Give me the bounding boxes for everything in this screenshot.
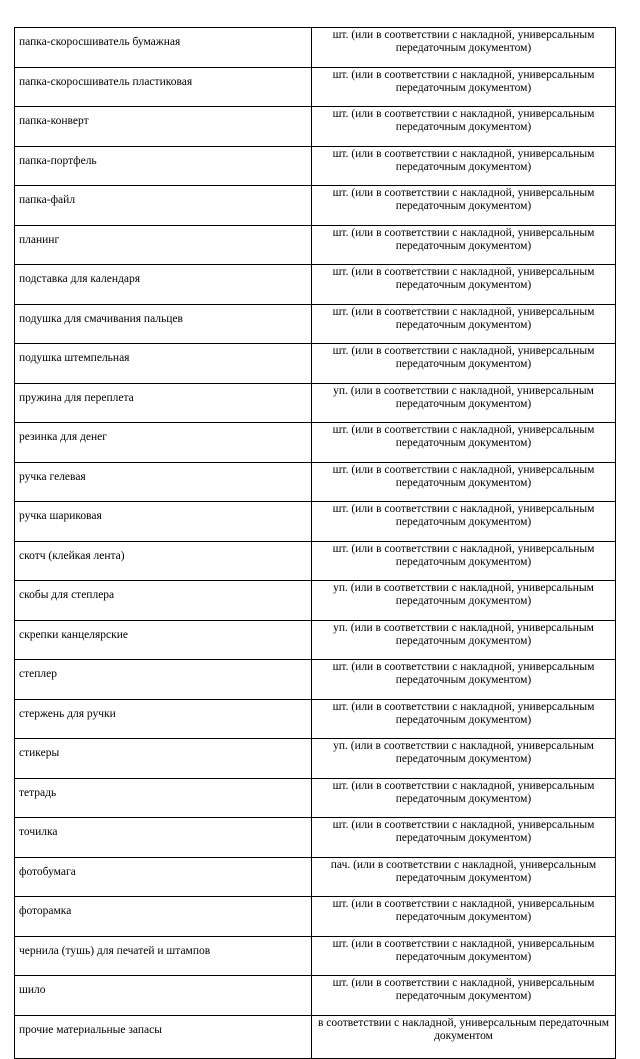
table-row: [15, 936, 616, 976]
item-name-cell: чернила (тушь) для печатей и штампов: [15, 936, 312, 976]
unit-of-measure-cell: в соответствии с накладной, универсальным передаточным документом: [312, 1015, 616, 1058]
item-name-cell: стикеры: [15, 739, 312, 779]
table-row: [15, 107, 616, 147]
item-name-cell: подушка штемпельная: [15, 344, 312, 384]
item-name-cell: шило: [15, 976, 312, 1016]
unit-of-measure-cell: уп. (или в соответствии с накладной, универсальным передаточным документом): [312, 581, 616, 621]
item-name-cell: скрепки канцелярские: [15, 620, 312, 660]
item-name-cell: ручка гелевая: [15, 462, 312, 502]
item-name-cell: папка-файл: [15, 186, 312, 226]
table-row: [15, 462, 616, 502]
unit-of-measure-cell: шт. (или в соответствии с накладной, универсальным передаточным документом): [312, 107, 616, 147]
table-row: [15, 581, 616, 621]
table-row: [15, 423, 616, 463]
item-name-cell: резинка для денег: [15, 423, 312, 463]
item-name-cell: тетрадь: [15, 778, 312, 818]
table-row: [15, 897, 616, 937]
unit-of-measure-cell: шт. (или в соответствии с накладной, универсальным передаточным документом): [312, 28, 616, 68]
item-name-cell: подставка для календаря: [15, 265, 312, 305]
unit-of-measure-cell: шт. (или в соответствии с накладной, универсальным передаточным документом): [312, 146, 616, 186]
table-row: [15, 1015, 616, 1058]
item-name-cell: пружина для переплета: [15, 383, 312, 423]
unit-of-measure-cell: шт. (или в соответствии с накладной, универсальным передаточным документом): [312, 186, 616, 226]
table-row: [15, 265, 616, 305]
item-name-cell: степлер: [15, 660, 312, 700]
unit-of-measure-cell: шт. (или в соответствии с накладной, универсальным передаточным документом): [312, 225, 616, 265]
item-name-cell: папка-скоросшиватель бумажная: [15, 28, 312, 68]
unit-of-measure-cell: шт. (или в соответствии с накладной, универсальным передаточным документом): [312, 423, 616, 463]
unit-of-measure-cell: шт. (или в соответствии с накладной, универсальным передаточным документом): [312, 936, 616, 976]
item-name-cell: планинг: [15, 225, 312, 265]
table-row: [15, 186, 616, 226]
table-row: [15, 660, 616, 700]
materials-table: [14, 27, 616, 1059]
table-row: [15, 28, 616, 68]
unit-of-measure-cell: шт. (или в соответствии с накладной, универсальным передаточным документом): [312, 699, 616, 739]
unit-of-measure-cell: шт. (или в соответствии с накладной, универсальным передаточным документом): [312, 344, 616, 384]
table-row: [15, 146, 616, 186]
unit-of-measure-cell: пач. (или в соответствии с накладной, универсальным передаточным документом): [312, 857, 616, 897]
unit-of-measure-cell: уп. (или в соответствии с накладной, универсальным передаточным документом): [312, 739, 616, 779]
table-row: [15, 67, 616, 107]
table-row: [15, 304, 616, 344]
item-name-cell: прочие материальные запасы: [15, 1015, 312, 1058]
table-row: [15, 739, 616, 779]
unit-of-measure-cell: шт. (или в соответствии с накладной, универсальным передаточным документом): [312, 462, 616, 502]
unit-of-measure-cell: шт. (или в соответствии с накладной, универсальным передаточным документом): [312, 976, 616, 1016]
item-name-cell: папка-портфель: [15, 146, 312, 186]
materials-table-body: [15, 28, 616, 1059]
item-name-cell: точилка: [15, 818, 312, 858]
unit-of-measure-cell: шт. (или в соответствии с накладной, универсальным передаточным документом): [312, 660, 616, 700]
item-name-cell: скотч (клейкая лента): [15, 541, 312, 581]
table-row: [15, 699, 616, 739]
item-name-cell: подушка для смачивания пальцев: [15, 304, 312, 344]
item-name-cell: фоторамка: [15, 897, 312, 937]
unit-of-measure-cell: шт. (или в соответствии с накладной, универсальным передаточным документом): [312, 304, 616, 344]
item-name-cell: папка-конверт: [15, 107, 312, 147]
table-row: [15, 976, 616, 1016]
table-row: [15, 225, 616, 265]
unit-of-measure-cell: шт. (или в соответствии с накладной, универсальным передаточным документом): [312, 541, 616, 581]
table-row: [15, 502, 616, 542]
unit-of-measure-cell: шт. (или в соответствии с накладной, универсальным передаточным документом): [312, 778, 616, 818]
table-row: [15, 541, 616, 581]
table-row: [15, 818, 616, 858]
unit-of-measure-cell: уп. (или в соответствии с накладной, универсальным передаточным документом): [312, 620, 616, 660]
table-row: [15, 778, 616, 818]
item-name-cell: фотобумага: [15, 857, 312, 897]
table-row: [15, 344, 616, 384]
item-name-cell: папка-скоросшиватель пластиковая: [15, 67, 312, 107]
unit-of-measure-cell: шт. (или в соответствии с накладной, универсальным передаточным документом): [312, 897, 616, 937]
item-name-cell: ручка шариковая: [15, 502, 312, 542]
item-name-cell: скобы для степлера: [15, 581, 312, 621]
unit-of-measure-cell: шт. (или в соответствии с накладной, универсальным передаточным документом): [312, 502, 616, 542]
item-name-cell: стержень для ручки: [15, 699, 312, 739]
table-row: [15, 620, 616, 660]
unit-of-measure-cell: шт. (или в соответствии с накладной, универсальным передаточным документом): [312, 265, 616, 305]
unit-of-measure-cell: шт. (или в соответствии с накладной, универсальным передаточным документом): [312, 67, 616, 107]
unit-of-measure-cell: уп. (или в соответствии с накладной, универсальным передаточным документом): [312, 383, 616, 423]
table-row: [15, 383, 616, 423]
unit-of-measure-cell: шт. (или в соответствии с накладной, универсальным передаточным документом): [312, 818, 616, 858]
table-row: [15, 857, 616, 897]
